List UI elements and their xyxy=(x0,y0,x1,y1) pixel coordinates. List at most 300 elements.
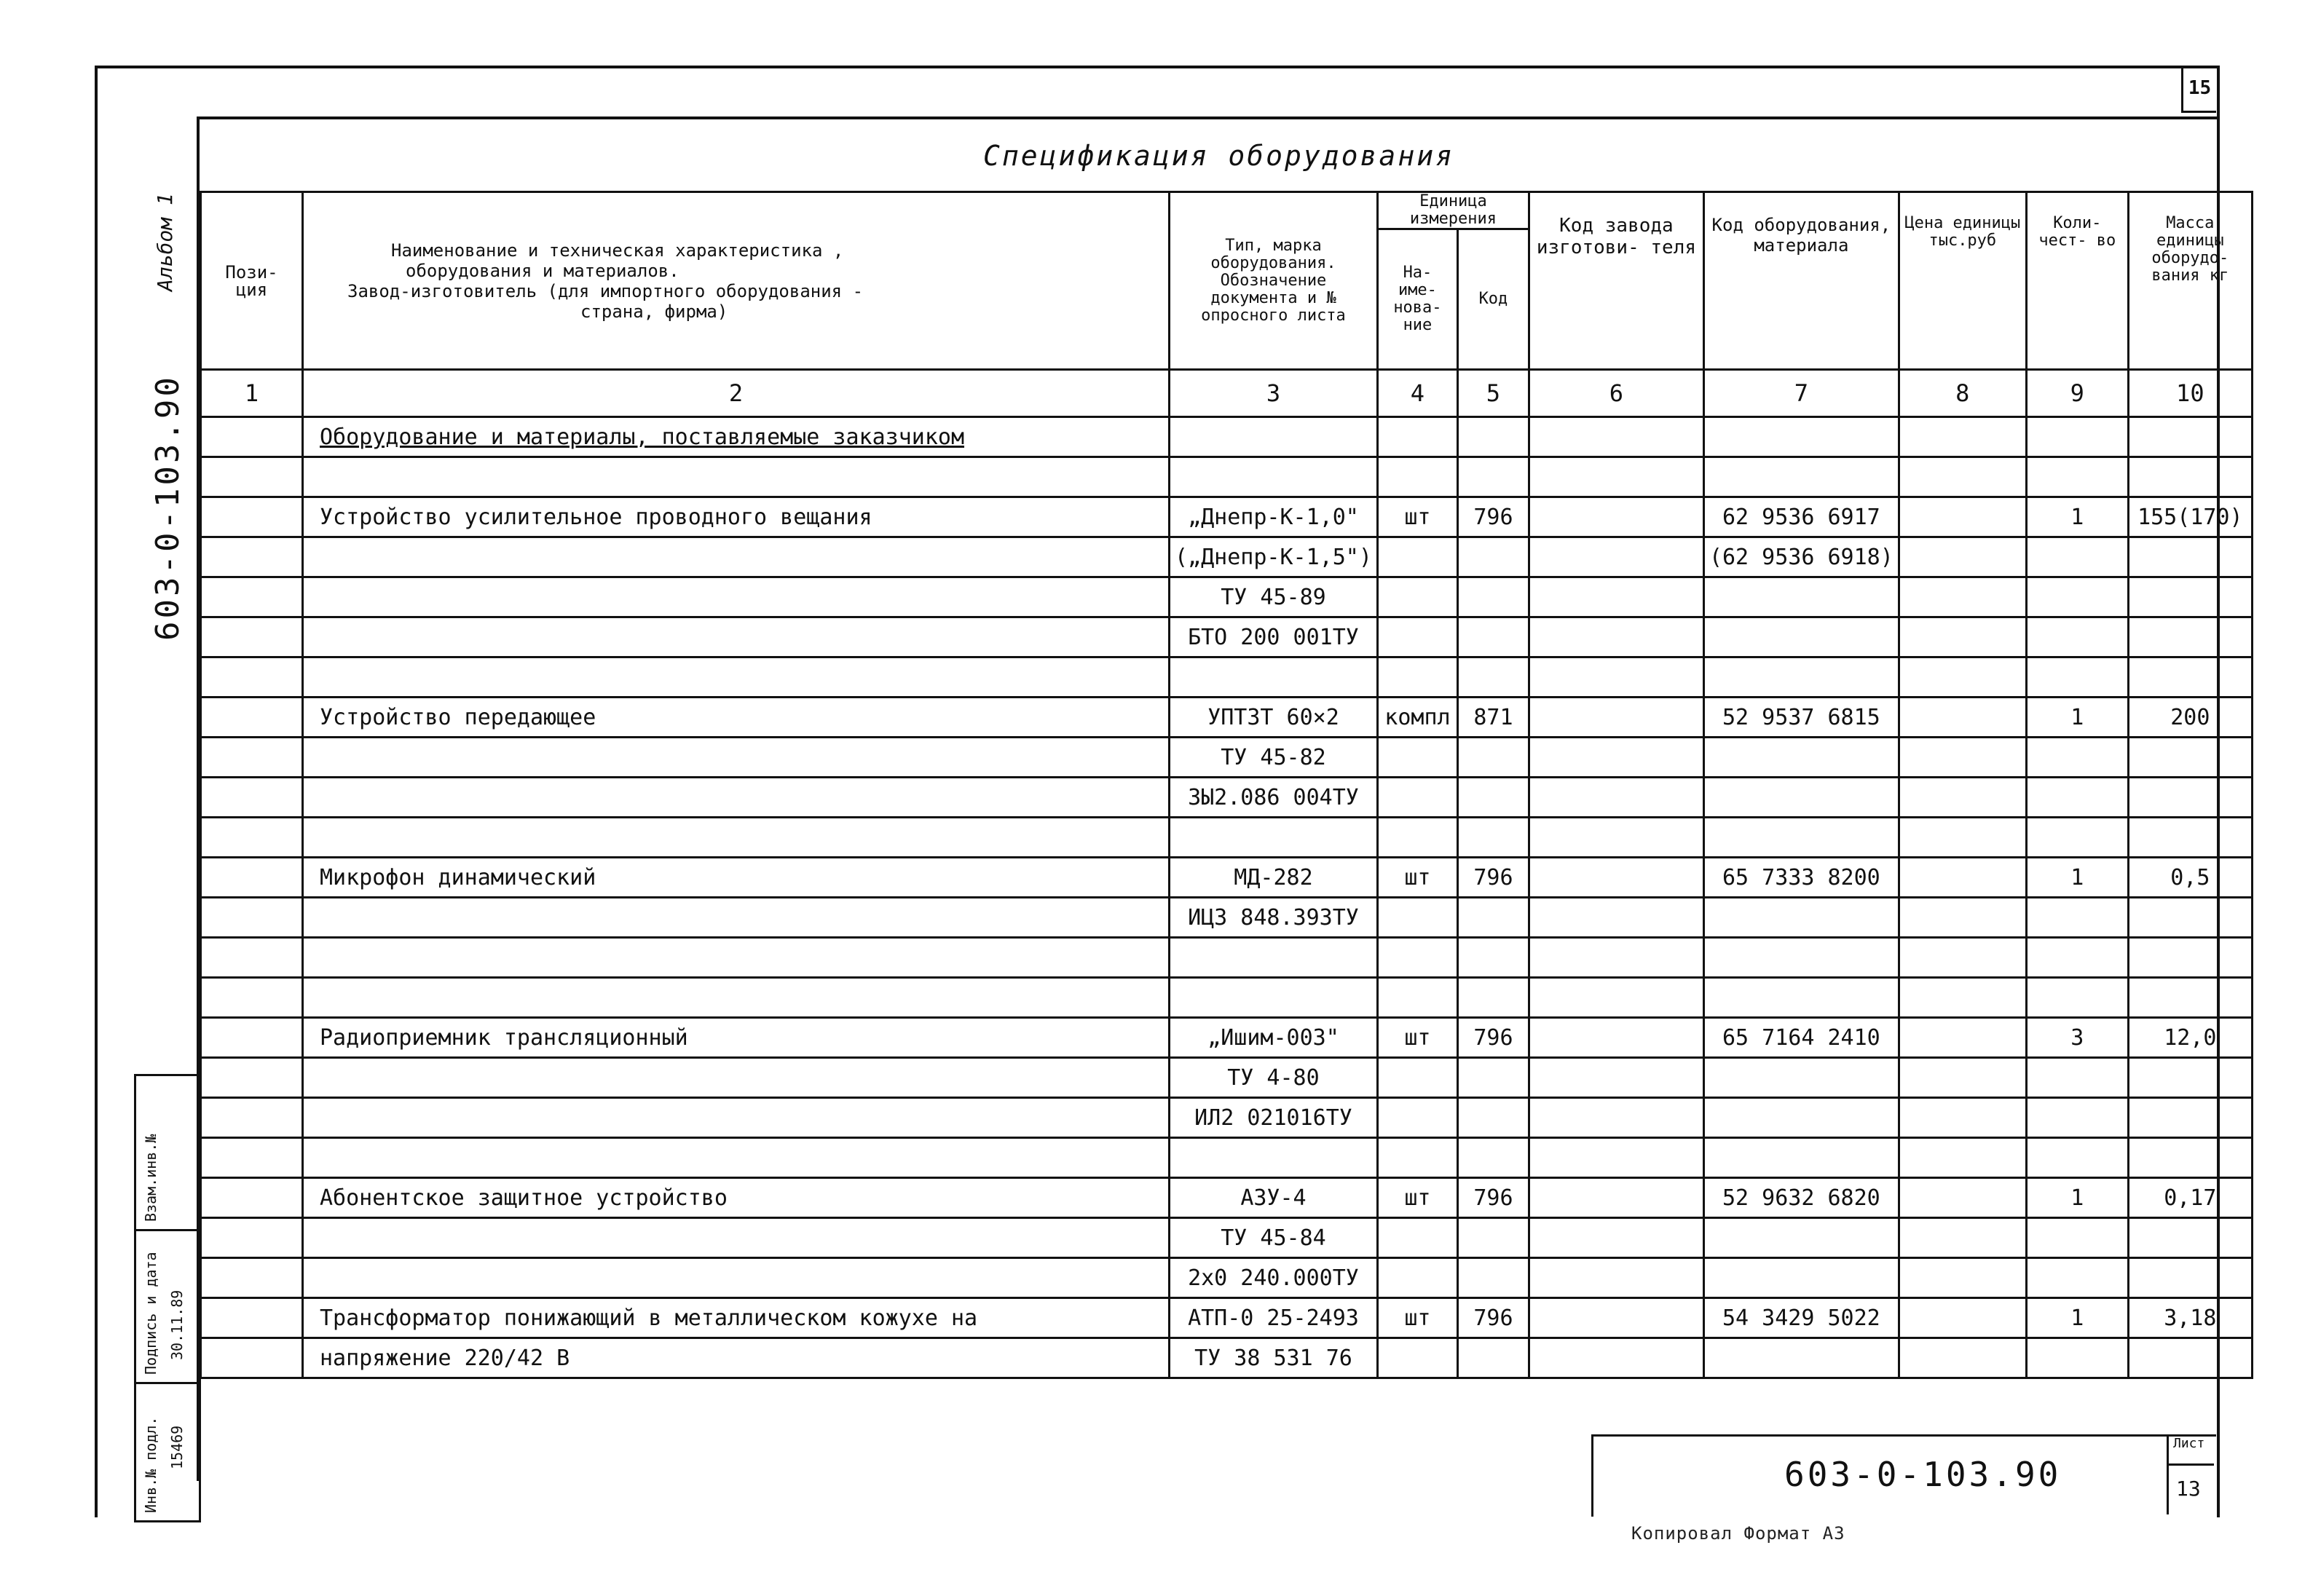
cell-name xyxy=(303,657,1170,698)
cell-name: Радиоприемник трансляционный xyxy=(303,1018,1170,1058)
cell-quantity xyxy=(2026,457,2128,497)
cell-plant-code xyxy=(1529,1218,1703,1258)
cell-position xyxy=(201,1058,303,1098)
table-row xyxy=(201,417,2253,457)
cell-unit xyxy=(1377,898,1457,938)
cell-unit: шт xyxy=(1377,1298,1457,1338)
cell-position xyxy=(201,657,303,698)
cell-name: Оборудование и материалы, поставляемые заказчиком xyxy=(303,417,1170,457)
cell-unit-code xyxy=(1457,617,1529,657)
header-type: Тип, марка оборудования. Обозначение документа и № опросного листа xyxy=(1170,192,1378,370)
cell-quantity xyxy=(2026,617,2128,657)
cell-quantity xyxy=(2026,778,2128,818)
cell-price xyxy=(1899,457,2026,497)
cell-equipment-code xyxy=(1703,457,1899,497)
cell-price xyxy=(1899,657,2026,698)
cell-equipment-code xyxy=(1703,818,1899,858)
cell-mass xyxy=(2128,457,2252,497)
table-row xyxy=(201,938,2253,978)
cell-name: Микрофон динамический xyxy=(303,858,1170,898)
header-name-line-3: Завод-изготовитель (для импортного оборудования - xyxy=(347,280,864,301)
table-row xyxy=(201,457,2253,497)
table-row xyxy=(201,698,2253,738)
cell-plant-code xyxy=(1529,978,1703,1018)
cell-mass xyxy=(2128,657,2252,698)
cell-plant-code xyxy=(1529,898,1703,938)
cell-position xyxy=(201,938,303,978)
header-name xyxy=(303,192,1170,370)
cell-mass xyxy=(2128,417,2252,457)
cell-position xyxy=(201,1098,303,1138)
cell-position xyxy=(201,1218,303,1258)
cell-equipment-code: 54 3429 5022 xyxy=(1703,1298,1899,1338)
cell-mass: 155(170) xyxy=(2128,497,2252,537)
cell-name xyxy=(303,1258,1170,1298)
cell-mass xyxy=(2128,898,2252,938)
cell-price xyxy=(1899,898,2026,938)
table-row xyxy=(201,617,2253,657)
cell-quantity xyxy=(2026,738,2128,778)
cell-unit-code xyxy=(1457,1218,1529,1258)
cell-equipment-code xyxy=(1703,417,1899,457)
table-row xyxy=(201,1138,2253,1178)
stamp-label-inventory: Инв.№ подл. xyxy=(142,1416,159,1513)
header-unit-name: На- име- нова- ние xyxy=(1377,229,1457,370)
col-number: 10 xyxy=(2128,370,2252,417)
cell-unit xyxy=(1377,1258,1457,1298)
cell-equipment-code xyxy=(1703,1058,1899,1098)
stamp-date: 30.11.89 xyxy=(168,1289,186,1360)
cell-price xyxy=(1899,497,2026,537)
cell-price xyxy=(1899,1258,2026,1298)
cell-plant-code xyxy=(1529,1178,1703,1218)
cell-mass xyxy=(2128,738,2252,778)
table-row xyxy=(201,1298,2253,1338)
cell-mass xyxy=(2128,537,2252,577)
cell-quantity xyxy=(2026,1218,2128,1258)
cell-quantity: 1 xyxy=(2026,698,2128,738)
cell-unit xyxy=(1377,738,1457,778)
cell-unit xyxy=(1377,457,1457,497)
cell-unit-code xyxy=(1457,577,1529,617)
table-row xyxy=(201,1178,2253,1218)
cell-unit xyxy=(1377,577,1457,617)
cell-quantity: 1 xyxy=(2026,1178,2128,1218)
cell-unit xyxy=(1377,657,1457,698)
cell-type: „Ишим-003" xyxy=(1170,1018,1378,1058)
header-unit-code: Код xyxy=(1457,229,1529,370)
cell-name xyxy=(303,938,1170,978)
table-row xyxy=(201,497,2253,537)
cell-type: ТУ 45-82 xyxy=(1170,738,1378,778)
table-header xyxy=(201,192,2253,417)
cell-unit xyxy=(1377,537,1457,577)
header-position: Пози- ция xyxy=(201,192,303,370)
cell-type xyxy=(1170,457,1378,497)
cell-name xyxy=(303,738,1170,778)
cell-type: ТУ 45-84 xyxy=(1170,1218,1378,1258)
cell-unit-code xyxy=(1457,818,1529,858)
cell-plant-code xyxy=(1529,778,1703,818)
cell-price xyxy=(1899,698,2026,738)
cell-price xyxy=(1899,1138,2026,1178)
column-number-row xyxy=(201,370,2253,417)
cell-type xyxy=(1170,978,1378,1018)
cell-quantity xyxy=(2026,1338,2128,1378)
cell-position xyxy=(201,1178,303,1218)
cell-type: ИЦЗ 848.393ТУ xyxy=(1170,898,1378,938)
footer-note: Копировал Формат А3 xyxy=(1631,1523,1845,1544)
cell-price xyxy=(1899,1178,2026,1218)
cell-unit xyxy=(1377,1098,1457,1138)
table-row xyxy=(201,1338,2253,1378)
cell-equipment-code xyxy=(1703,1138,1899,1178)
table-body xyxy=(201,417,2253,1378)
col-number: 6 xyxy=(1529,370,1703,417)
table-row xyxy=(201,738,2253,778)
cell-quantity xyxy=(2026,1098,2128,1138)
cell-plant-code xyxy=(1529,1138,1703,1178)
cell-unit: шт xyxy=(1377,497,1457,537)
table-row xyxy=(201,1098,2253,1138)
cell-unit-code xyxy=(1457,778,1529,818)
cell-type xyxy=(1170,818,1378,858)
cell-unit-code: 796 xyxy=(1457,858,1529,898)
cell-mass: 0,5 xyxy=(2128,858,2252,898)
cell-quantity xyxy=(2026,417,2128,457)
cell-mass xyxy=(2128,1138,2252,1178)
cell-plant-code xyxy=(1529,1298,1703,1338)
cell-price xyxy=(1899,1098,2026,1138)
cell-unit-code xyxy=(1457,1098,1529,1138)
cell-equipment-code xyxy=(1703,577,1899,617)
cell-equipment-code xyxy=(1703,978,1899,1018)
cell-unit: шт xyxy=(1377,1018,1457,1058)
table-row xyxy=(201,1218,2253,1258)
cell-plant-code xyxy=(1529,858,1703,898)
stamp-label-signature: Подпись и дата xyxy=(142,1252,159,1375)
cell-mass xyxy=(2128,1338,2252,1378)
cell-price xyxy=(1899,1058,2026,1098)
sheet-value: 13 xyxy=(2176,1477,2201,1501)
table-row xyxy=(201,778,2253,818)
cell-price xyxy=(1899,1298,2026,1338)
table-row xyxy=(201,978,2253,1018)
col-number: 1 xyxy=(201,370,303,417)
title-block-doc-number: 603-0-103.90 xyxy=(1784,1455,2062,1494)
cell-quantity xyxy=(2026,577,2128,617)
cell-name: Абонентское защитное устройство xyxy=(303,1178,1170,1218)
table-row xyxy=(201,1058,2253,1098)
cell-position xyxy=(201,1298,303,1338)
cell-quantity: 1 xyxy=(2026,1298,2128,1338)
cell-equipment-code xyxy=(1703,1098,1899,1138)
cell-position xyxy=(201,577,303,617)
col-number: 7 xyxy=(1703,370,1899,417)
cell-unit xyxy=(1377,417,1457,457)
cell-price xyxy=(1899,778,2026,818)
cell-price xyxy=(1899,978,2026,1018)
cell-mass: 3,18 xyxy=(2128,1298,2252,1338)
cell-mass xyxy=(2128,978,2252,1018)
cell-unit xyxy=(1377,1338,1457,1378)
cell-equipment-code: 65 7333 8200 xyxy=(1703,858,1899,898)
header-plant-code: Код завода изготови- теля xyxy=(1529,192,1703,370)
cell-plant-code xyxy=(1529,1338,1703,1378)
cell-plant-code xyxy=(1529,738,1703,778)
cell-price xyxy=(1899,938,2026,978)
cell-equipment-code xyxy=(1703,1258,1899,1298)
cell-unit-code xyxy=(1457,1258,1529,1298)
cell-type: АТП-0 25-2493 xyxy=(1170,1298,1378,1338)
cell-type: УПТЗТ 60×2 xyxy=(1170,698,1378,738)
cell-name xyxy=(303,978,1170,1018)
cell-plant-code xyxy=(1529,577,1703,617)
cell-plant-code xyxy=(1529,1258,1703,1298)
cell-equipment-code xyxy=(1703,1218,1899,1258)
cell-price xyxy=(1899,1018,2026,1058)
album-label: Альбом 1 xyxy=(153,193,177,291)
cell-position xyxy=(201,1138,303,1178)
cell-mass xyxy=(2128,818,2252,858)
cell-plant-code xyxy=(1529,938,1703,978)
cell-name xyxy=(303,537,1170,577)
table-row xyxy=(201,898,2253,938)
cell-quantity xyxy=(2026,537,2128,577)
title-block-sheet xyxy=(2167,1434,2214,1514)
cell-quantity xyxy=(2026,1058,2128,1098)
cell-quantity: 3 xyxy=(2026,1018,2128,1058)
cell-quantity xyxy=(2026,1258,2128,1298)
cell-equipment-code: (62 9536 6918) xyxy=(1703,537,1899,577)
cell-quantity xyxy=(2026,938,2128,978)
cell-type: ЗЫ2.086 004ТУ xyxy=(1170,778,1378,818)
cell-price xyxy=(1899,1338,2026,1378)
cell-quantity xyxy=(2026,657,2128,698)
cell-equipment-code xyxy=(1703,738,1899,778)
table-row xyxy=(201,818,2253,858)
cell-mass: 0,17 xyxy=(2128,1178,2252,1218)
cell-plant-code xyxy=(1529,537,1703,577)
header-name-line-2: оборудования и материалов. xyxy=(406,260,679,281)
table-row xyxy=(201,1018,2253,1058)
cell-type: БТО 200 001ТУ xyxy=(1170,617,1378,657)
cell-position xyxy=(201,818,303,858)
header-name-line-4: страна, фирма) xyxy=(580,301,728,322)
cell-equipment-code: 62 9536 6917 xyxy=(1703,497,1899,537)
header-unit-group: Единица измерения xyxy=(1377,192,1529,229)
cell-unit-code: 796 xyxy=(1457,1018,1529,1058)
cell-price xyxy=(1899,738,2026,778)
cell-mass xyxy=(2128,938,2252,978)
cell-unit-code xyxy=(1457,938,1529,978)
cell-unit-code xyxy=(1457,537,1529,577)
cell-type xyxy=(1170,938,1378,978)
cell-position xyxy=(201,738,303,778)
table-row xyxy=(201,577,2253,617)
cell-mass xyxy=(2128,1058,2252,1098)
specification-table xyxy=(200,191,2253,1379)
cell-name xyxy=(303,617,1170,657)
table-row xyxy=(201,537,2253,577)
cell-unit-code xyxy=(1457,738,1529,778)
cell-plant-code xyxy=(1529,698,1703,738)
table-row xyxy=(201,1258,2253,1298)
cell-position xyxy=(201,898,303,938)
cell-unit-code xyxy=(1457,457,1529,497)
header-mass: Масса единицы оборудо- вания кг xyxy=(2128,192,2252,370)
cell-type: ТУ 45-89 xyxy=(1170,577,1378,617)
cell-plant-code xyxy=(1529,617,1703,657)
table-row xyxy=(201,657,2253,698)
cell-name xyxy=(303,1138,1170,1178)
corner-sheet-number: 15 xyxy=(2181,66,2216,113)
cell-price xyxy=(1899,417,2026,457)
cell-unit-code xyxy=(1457,1058,1529,1098)
col-number: 4 xyxy=(1377,370,1457,417)
cell-quantity xyxy=(2026,818,2128,858)
cell-position xyxy=(201,497,303,537)
cell-unit xyxy=(1377,617,1457,657)
table-row xyxy=(201,858,2253,898)
cell-name xyxy=(303,577,1170,617)
col-number: 9 xyxy=(2026,370,2128,417)
cell-position xyxy=(201,978,303,1018)
cell-position xyxy=(201,778,303,818)
header-name-line-1: Наименование и техническая характеристика , xyxy=(391,240,844,261)
cell-position xyxy=(201,1338,303,1378)
cell-position xyxy=(201,698,303,738)
cell-mass xyxy=(2128,1098,2252,1138)
cell-equipment-code xyxy=(1703,617,1899,657)
cell-unit xyxy=(1377,1138,1457,1178)
sheet-label: Лист xyxy=(2173,1436,2205,1451)
cell-name xyxy=(303,1218,1170,1258)
cell-mass xyxy=(2128,778,2252,818)
cell-quantity xyxy=(2026,898,2128,938)
cell-type: ИЛ2 021016ТУ xyxy=(1170,1098,1378,1138)
cell-name: напряжение 220/42 В xyxy=(303,1338,1170,1378)
header-equipment-code: Код оборудования, материала xyxy=(1703,192,1899,370)
cell-type: „Днепр-К-1,0" xyxy=(1170,497,1378,537)
cell-plant-code xyxy=(1529,657,1703,698)
cell-unit xyxy=(1377,818,1457,858)
cell-unit-code: 796 xyxy=(1457,497,1529,537)
cell-position xyxy=(201,617,303,657)
cell-quantity xyxy=(2026,1138,2128,1178)
cell-mass: 12,0 xyxy=(2128,1018,2252,1058)
cell-price xyxy=(1899,577,2026,617)
col-number: 2 xyxy=(303,370,1170,417)
cell-mass xyxy=(2128,577,2252,617)
cell-mass: 200 xyxy=(2128,698,2252,738)
cell-plant-code xyxy=(1529,818,1703,858)
cell-equipment-code xyxy=(1703,778,1899,818)
cell-name: Трансформатор понижающий в металлическом кожухе на xyxy=(303,1298,1170,1338)
cell-unit: шт xyxy=(1377,1178,1457,1218)
cell-mass xyxy=(2128,1218,2252,1258)
cell-unit xyxy=(1377,978,1457,1018)
cell-unit-code xyxy=(1457,1338,1529,1378)
cell-unit-code: 796 xyxy=(1457,1298,1529,1338)
cell-unit-code xyxy=(1457,657,1529,698)
cell-type xyxy=(1170,417,1378,457)
cell-equipment-code xyxy=(1703,657,1899,698)
header-quantity: Коли- чест- во xyxy=(2026,192,2128,370)
cell-equipment-code: 52 9537 6815 xyxy=(1703,698,1899,738)
cell-price xyxy=(1899,1218,2026,1258)
cell-type: 2х0 240.000ТУ xyxy=(1170,1258,1378,1298)
cell-plant-code xyxy=(1529,1098,1703,1138)
col-number: 8 xyxy=(1899,370,2026,417)
cell-type: МД-282 xyxy=(1170,858,1378,898)
stamp-inventory-number: 15469 xyxy=(168,1425,186,1469)
cell-name xyxy=(303,1098,1170,1138)
cell-name xyxy=(303,818,1170,858)
cell-plant-code xyxy=(1529,1058,1703,1098)
cell-unit xyxy=(1377,1058,1457,1098)
header-price: Цена единицы тыс.руб xyxy=(1899,192,2026,370)
cell-plant-code xyxy=(1529,497,1703,537)
cell-equipment-code xyxy=(1703,898,1899,938)
cell-name xyxy=(303,1058,1170,1098)
cell-unit xyxy=(1377,938,1457,978)
stamp-label-replacement: Взам.инв.№ xyxy=(142,1134,159,1222)
cell-price xyxy=(1899,537,2026,577)
cell-unit-code xyxy=(1457,898,1529,938)
side-doc-number: 603-0-103.90 xyxy=(149,374,186,641)
cell-unit-code xyxy=(1457,417,1529,457)
cell-equipment-code xyxy=(1703,1338,1899,1378)
approval-stamp-column xyxy=(134,1074,201,1522)
cell-price xyxy=(1899,617,2026,657)
cell-plant-code xyxy=(1529,1018,1703,1058)
cell-unit-code: 796 xyxy=(1457,1178,1529,1218)
page-title: Спецификация оборудования xyxy=(983,140,1454,172)
cell-mass xyxy=(2128,617,2252,657)
cell-quantity: 1 xyxy=(2026,858,2128,898)
cell-price xyxy=(1899,858,2026,898)
cell-type: ТУ 38 531 76 xyxy=(1170,1338,1378,1378)
cell-type: („Днепр-К-1,5") xyxy=(1170,537,1378,577)
cell-equipment-code xyxy=(1703,938,1899,978)
cell-unit xyxy=(1377,778,1457,818)
cell-plant-code xyxy=(1529,417,1703,457)
cell-type xyxy=(1170,1138,1378,1178)
cell-position xyxy=(201,417,303,457)
cell-type: АЗУ-4 xyxy=(1170,1178,1378,1218)
cell-type: ТУ 4-80 xyxy=(1170,1058,1378,1098)
cell-unit-code xyxy=(1457,1138,1529,1178)
cell-price xyxy=(1899,818,2026,858)
cell-name xyxy=(303,778,1170,818)
cell-type xyxy=(1170,657,1378,698)
cell-mass xyxy=(2128,1258,2252,1298)
cell-position xyxy=(201,1018,303,1058)
cell-position xyxy=(201,858,303,898)
cell-unit: компл xyxy=(1377,698,1457,738)
cell-position xyxy=(201,537,303,577)
cell-plant-code xyxy=(1529,457,1703,497)
col-number: 5 xyxy=(1457,370,1529,417)
cell-name xyxy=(303,457,1170,497)
cell-position xyxy=(201,457,303,497)
cell-name xyxy=(303,898,1170,938)
cell-equipment-code: 52 9632 6820 xyxy=(1703,1178,1899,1218)
cell-position xyxy=(201,1258,303,1298)
cell-unit-code: 871 xyxy=(1457,698,1529,738)
cell-name: Устройство передающее xyxy=(303,698,1170,738)
